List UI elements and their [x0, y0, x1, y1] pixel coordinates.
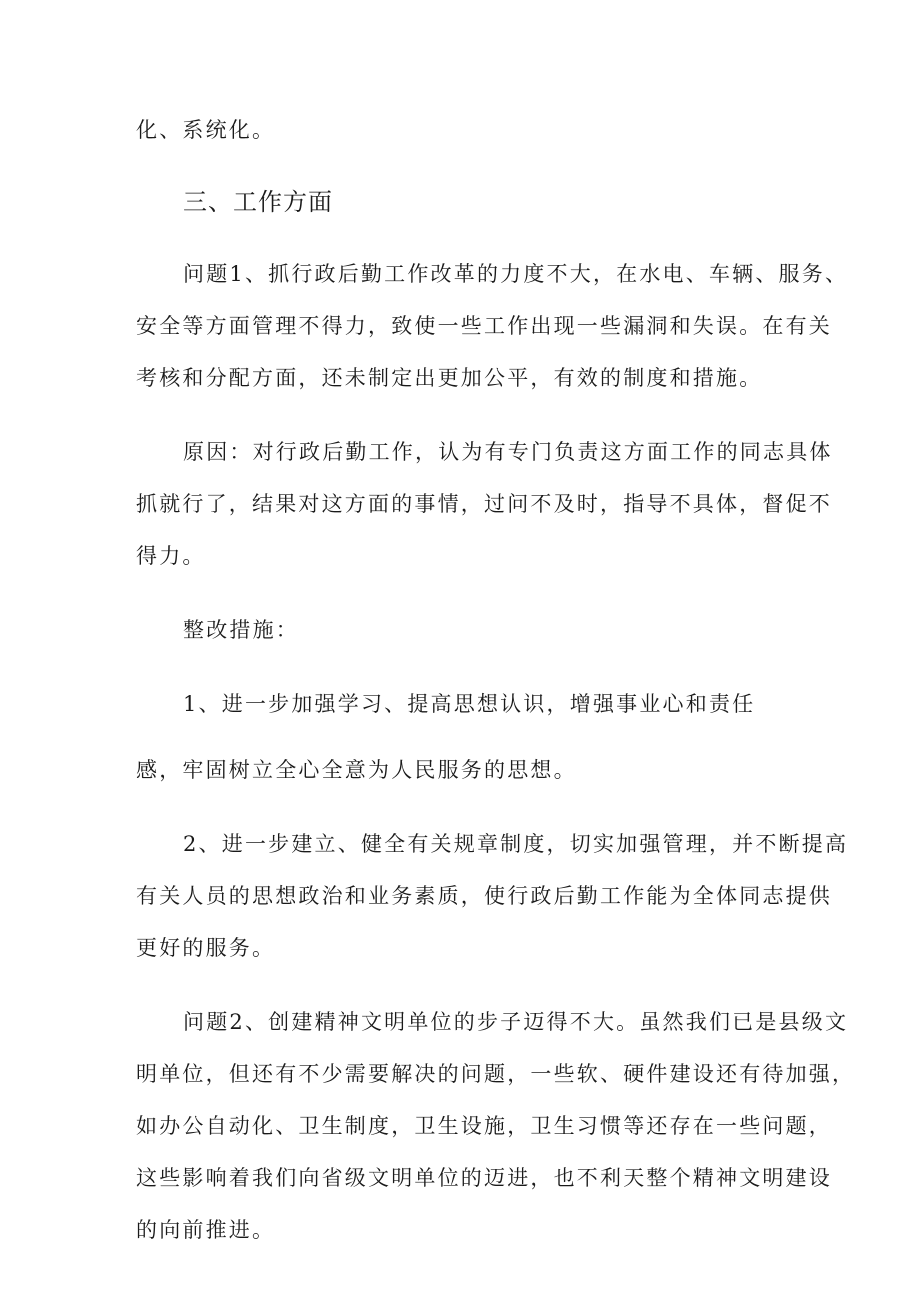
paragraph-line: 1、进一步加强学习、提高思想认识，增强事业心和责任 [183, 692, 756, 716]
paragraph-line: 问题2、创建精神文明单位的步子迈得不大。虽然我们已是县级文 [183, 1010, 849, 1034]
paragraph-line: 2、进一步建立、健全有关规章制度，切实加强管理，并不断提高 [183, 832, 849, 856]
spacer [136, 730, 790, 744]
spacer [136, 656, 790, 678]
problem1-paragraph [136, 248, 849, 404]
document-page [136, 104, 856, 1256]
paragraph-line: 感，牢固树立全心全意为人民服务的思想。 [136, 758, 577, 782]
problem2-paragraph [136, 996, 856, 1256]
paragraph-line: 更好的服务。 [136, 936, 276, 960]
paragraph-line: 得力。 [136, 544, 206, 568]
spacer [136, 796, 790, 818]
paragraph-line: 抓就行了，结果对这方面的事情，过问不及时，指导不具体，督促不 [136, 492, 832, 516]
reason1-paragraph [136, 426, 833, 582]
section-heading: 三、工作方面 [183, 188, 333, 216]
paragraph-line: 考核和分配方面，还未制定出更加公平，有效的制度和措施。 [136, 366, 763, 390]
paragraph-line: 明单位，但还有不少需要解决的问题，一些软、硬件建设还有待加强， [136, 1062, 856, 1086]
spacer [136, 582, 790, 604]
spacer [136, 156, 790, 170]
spacer [136, 234, 790, 248]
measures-title: 整改措施： [183, 618, 299, 642]
spacer [136, 404, 790, 426]
paragraph-line: 如办公自动化、卫生制度，卫生设施，卫生习惯等还存在一些问题， [136, 1114, 832, 1138]
measure1-paragraph [136, 678, 790, 796]
paragraph-line: 有关人员的思想政治和业务素质，使行政后勤工作能为全体同志提供 [136, 884, 832, 908]
measure2-paragraph [136, 818, 849, 974]
paragraph-line: 安全等方面管理不得力，致使一些工作出现一些漏洞和失误。在有关 [136, 314, 832, 338]
paragraph-line: 问题1、抓行政后勤工作改革的力度不大，在水电、车辆、服务、 [183, 262, 849, 286]
paragraph-line: 的向前推进。 [136, 1218, 276, 1242]
paragraph-line: 原因：对行政后勤工作，认为有专门负责这方面工作的同志具体 [183, 440, 833, 464]
paragraph-line: 这些影响着我们向省级文明单位的迈进，也不利天整个精神文明建设 [136, 1166, 832, 1190]
spacer [136, 974, 790, 996]
intro-tail-line: 化、系统化。 [136, 118, 276, 142]
